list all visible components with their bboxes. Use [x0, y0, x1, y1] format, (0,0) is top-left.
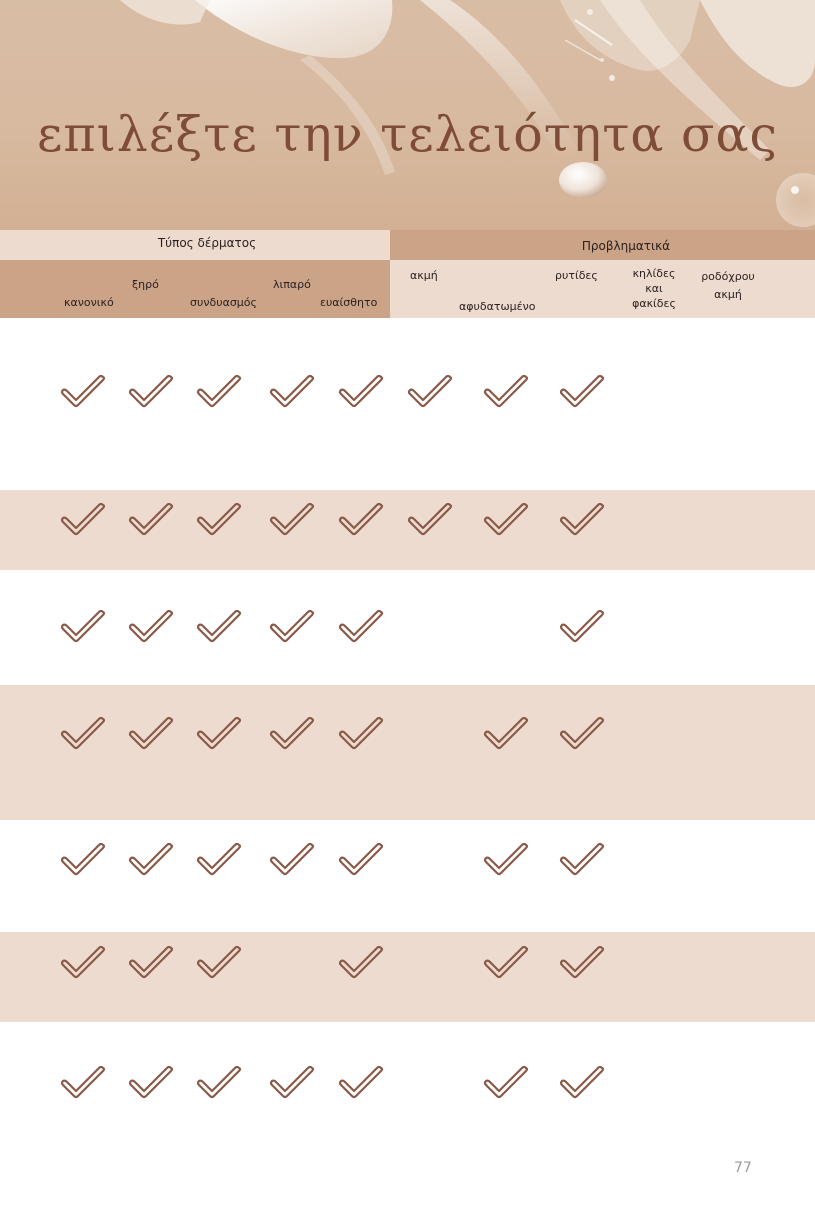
- skin-type-group-header: [0, 230, 390, 260]
- checkmark-icon: [482, 375, 530, 411]
- column-header-rosacea: [696, 268, 760, 304]
- checkmark-icon: [127, 717, 175, 753]
- checkmark-icon: [337, 946, 385, 982]
- column-header-spots-line2: και: [645, 282, 663, 295]
- checkmark-icon: [195, 375, 243, 411]
- table-row-band: [0, 932, 815, 1022]
- column-header-oily: λιπαρό: [273, 278, 311, 291]
- column-header-rosacea-line1: ροδόχρου: [701, 270, 755, 283]
- column-header-dry: ξηρό: [132, 278, 159, 291]
- checkmark-icon: [127, 946, 175, 982]
- problems-column-headers: [390, 260, 815, 318]
- checkmark-icon: [482, 717, 530, 753]
- checkmark-icon: [268, 610, 316, 646]
- checkmark-icon: [482, 946, 530, 982]
- checkmark-icon: [268, 717, 316, 753]
- column-header-normal: κανονικό: [64, 296, 114, 309]
- checkmark-icon: [482, 1066, 530, 1102]
- checkmark-icon: [558, 717, 606, 753]
- checkmark-icon: [268, 503, 316, 539]
- checkmark-icon: [337, 717, 385, 753]
- checkmark-icon: [482, 843, 530, 879]
- column-header-combination: συνδυασμός: [190, 296, 257, 309]
- table-row-band: [0, 685, 815, 820]
- checkmark-icon: [268, 843, 316, 879]
- checkmark-icon: [337, 375, 385, 411]
- problems-group-header: [390, 230, 815, 260]
- checkmark-icon: [406, 375, 454, 411]
- checkmark-icon: [406, 503, 454, 539]
- checkmark-icon: [59, 843, 107, 879]
- checkmark-icon: [195, 610, 243, 646]
- checkmark-icon: [558, 1066, 606, 1102]
- column-header-wrinkles: ρυτίδες: [555, 269, 598, 282]
- checkmark-icon: [127, 375, 175, 411]
- page-number: 77: [734, 1160, 752, 1176]
- checkmark-icon: [59, 1066, 107, 1102]
- column-header-spots: [628, 266, 680, 311]
- checkmark-icon: [558, 843, 606, 879]
- checkmark-icon: [337, 503, 385, 539]
- checkmark-icon: [558, 946, 606, 982]
- column-header-dehydrated: αφυδατωμένο: [459, 300, 536, 313]
- checkmark-icon: [195, 1066, 243, 1102]
- column-header-acne: ακμή: [410, 269, 438, 282]
- checkmark-icon: [59, 375, 107, 411]
- checkmark-icon: [558, 375, 606, 411]
- checkmark-icon: [268, 375, 316, 411]
- checkmark-icon: [59, 503, 107, 539]
- hero-banner: [0, 0, 815, 230]
- checkmark-icon: [59, 946, 107, 982]
- checkmark-icon: [195, 843, 243, 879]
- skin-type-column-headers: [0, 260, 390, 318]
- checkmark-icon: [558, 610, 606, 646]
- skin-type-header-label: Τύπος δέρματος: [157, 236, 257, 250]
- checkmark-icon: [337, 610, 385, 646]
- checkmark-icon: [558, 503, 606, 539]
- page-title: επιλέξτε την τελειότητα σας: [37, 106, 778, 163]
- checkmark-icon: [195, 946, 243, 982]
- checkmark-icon: [337, 843, 385, 879]
- checkmark-icon: [127, 610, 175, 646]
- checkmark-icon: [127, 503, 175, 539]
- checkmark-icon: [482, 503, 530, 539]
- checkmark-icon: [127, 843, 175, 879]
- problems-header-label: Προβληματικά: [581, 239, 671, 253]
- checkmark-icon: [59, 717, 107, 753]
- checkmark-icon: [127, 1066, 175, 1102]
- column-header-sensitive: ευαίσθητο: [320, 296, 378, 309]
- checkmark-icon: [195, 503, 243, 539]
- checkmark-icon: [195, 717, 243, 753]
- checkmark-icon: [268, 1066, 316, 1102]
- checkmark-icon: [337, 1066, 385, 1102]
- checkmark-icon: [59, 610, 107, 646]
- column-header-spots-line1: κηλίδες: [632, 267, 676, 280]
- column-header-spots-line3: φακίδες: [632, 297, 676, 310]
- column-header-rosacea-line2: ακμή: [714, 288, 742, 301]
